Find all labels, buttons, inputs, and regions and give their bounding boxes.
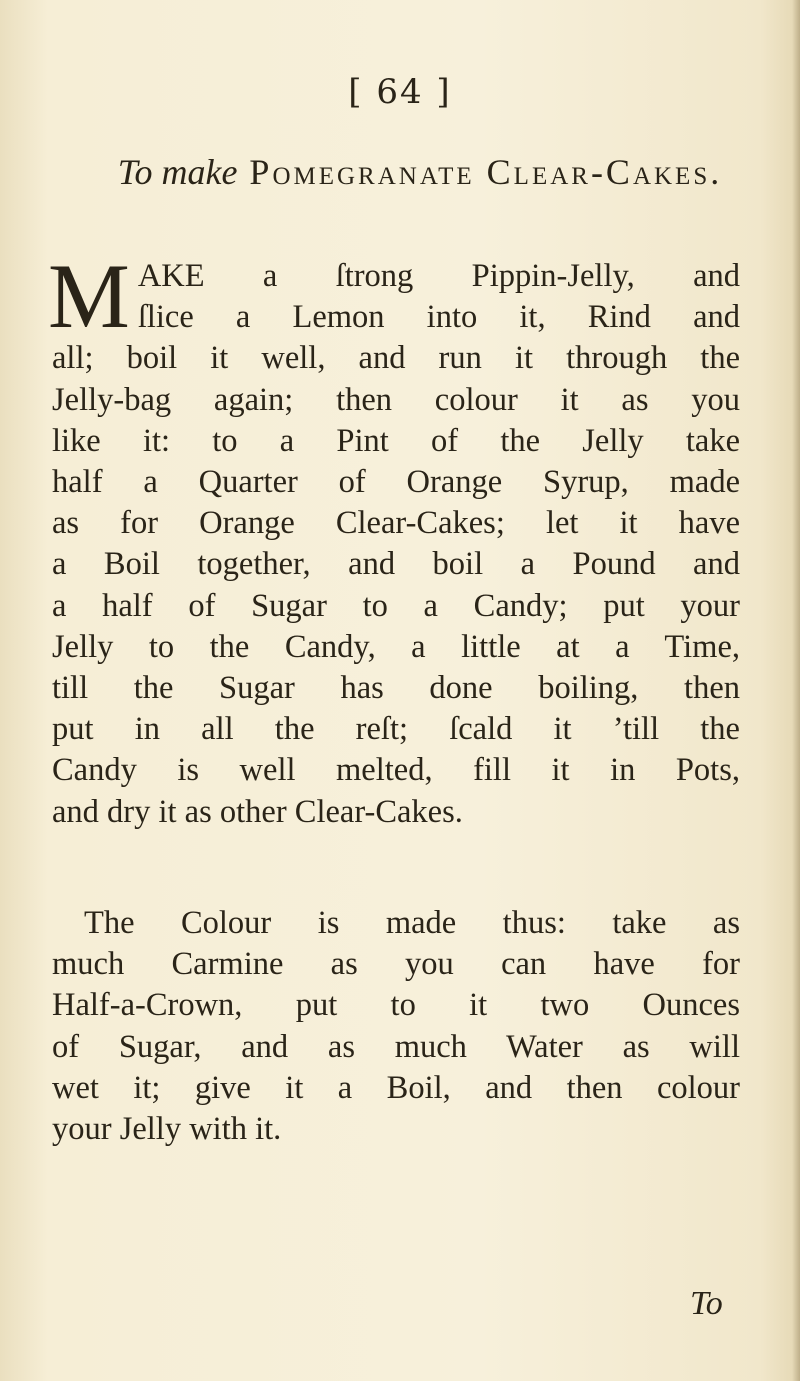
- catchword: To: [690, 1285, 723, 1322]
- text-line: much Carmine as you can have for: [52, 946, 740, 983]
- text-line: till the Sugar has done boiling, then: [52, 670, 740, 707]
- text-line: put in all the reſt; ſcald it ’till the: [52, 711, 740, 748]
- text-line: AKE a ſtrong Pippin-Jelly, and: [137, 258, 740, 294]
- text-line: Half-a-Crown, put to it two Ounces: [52, 987, 740, 1024]
- title-main: Pomegranate Clear-Cakes.: [249, 152, 723, 192]
- text-line: ſlice a Lemon into it, Rind and: [137, 299, 740, 336]
- text-line: wet it; give it a Boil, and then colour: [52, 1069, 740, 1106]
- text-line: a Boil together, and boil a Pound and: [52, 546, 740, 583]
- page-number: [ 64 ]: [348, 72, 452, 112]
- text-line: of Sugar, and as much Water as will: [52, 1028, 740, 1065]
- text-line: like it: to a Pint of the Jelly take: [52, 422, 740, 459]
- text-line: all; boil it well, and run it through the: [52, 340, 740, 377]
- text-line: half a Quarter of Orange Syrup, made: [52, 464, 740, 501]
- text-line: a half of Sugar to a Candy; put your: [52, 587, 740, 624]
- title-prefix: To make: [117, 152, 238, 192]
- recipe-title: [100, 150, 740, 194]
- text-line: and dry it as other Clear-Cakes.: [52, 793, 463, 830]
- page-edge-shadow: [792, 0, 800, 1381]
- text-line: Jelly-bag again; then colour it as you: [52, 381, 740, 418]
- text-line: Jelly to the Candy, a little at a Time,: [52, 628, 740, 665]
- recipe-paragraph-2: [52, 903, 740, 1150]
- drop-cap: M: [48, 245, 130, 347]
- text-line: The Colour is made thus: take as: [84, 905, 740, 941]
- text-line: Candy is well melted, fill it in Pots,: [52, 752, 740, 789]
- recipe-paragraph-1: [48, 245, 740, 833]
- text-line: your Jelly with it.: [52, 1111, 282, 1148]
- text-line: as for Orange Clear-Cakes; let it have: [52, 505, 740, 542]
